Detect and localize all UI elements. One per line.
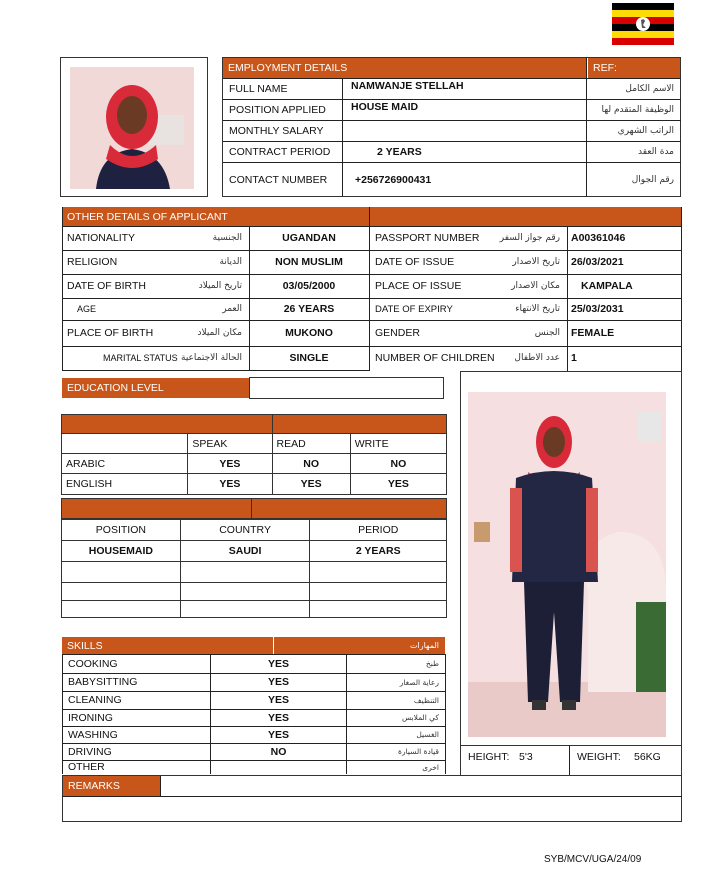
divider xyxy=(445,654,446,774)
divider xyxy=(346,654,347,774)
skill-name: OTHER xyxy=(68,761,105,773)
skill-name-ar: كي الملابس xyxy=(401,713,439,722)
other-label-ar: عدد الاطفال xyxy=(514,353,560,363)
employment-label: POSITION APPLIED xyxy=(229,103,326,116)
other-label-ar: الحالة الاجتماعية xyxy=(181,353,242,363)
skill-name-ar: قيادة السيارة xyxy=(398,747,439,756)
skill-value: YES xyxy=(267,676,289,688)
divider xyxy=(210,654,211,774)
table-row: ENGLISH YES YES YES xyxy=(62,474,447,495)
employment-label-ar: الاسم الكامل xyxy=(625,83,674,94)
other-value: NON MUSLIM xyxy=(275,256,343,268)
skills-header: SKILLS xyxy=(62,637,273,654)
skill-value: NO xyxy=(270,745,287,758)
other-value: MUKONO xyxy=(285,327,333,339)
other-label-ar: الديانة xyxy=(219,257,242,267)
height-value: 5'3 xyxy=(519,751,533,763)
skill-name: DRIVING xyxy=(68,745,112,758)
other-label-ar: مكان الميلاد xyxy=(197,328,242,338)
skill-name: BABYSITTING xyxy=(68,676,138,688)
other-label: NUMBER OF CHILDREN xyxy=(375,352,495,364)
ref-label: REF: xyxy=(588,58,680,78)
skill-value: YES xyxy=(267,711,289,724)
employment-value: 2 YEARS xyxy=(377,145,422,158)
table-row xyxy=(62,562,447,583)
skill-name-ar: الغسيل xyxy=(416,730,439,739)
table-row: ARABIC YES NO NO xyxy=(62,454,447,474)
divider xyxy=(62,370,369,371)
divider xyxy=(342,78,343,197)
portrait-photo xyxy=(70,67,194,189)
divider xyxy=(62,207,63,371)
other-label: DATE OF EXPIRY xyxy=(375,303,453,315)
skill-name: CLEANING xyxy=(68,694,122,706)
other-details-header-right xyxy=(370,207,681,226)
employment-label: CONTRACT PERIOD xyxy=(229,145,331,158)
other-value: 26/03/2021 xyxy=(571,256,624,268)
exp-col-period: PERIOD xyxy=(310,520,447,541)
skills-header-right xyxy=(274,637,445,654)
remarks-header: REMARKS xyxy=(63,776,160,796)
other-details-header: OTHER DETAILS OF APPLICANT xyxy=(62,207,369,226)
weight-label: WEIGHT: xyxy=(577,751,621,763)
employment-label: MONTHLY SALARY xyxy=(229,124,324,137)
employment-label-ar: مدة العقد xyxy=(638,146,674,157)
skill-value: YES xyxy=(267,728,289,741)
other-label: AGE xyxy=(77,304,97,314)
employment-label: FULL NAME xyxy=(229,82,288,95)
employment-value xyxy=(345,120,585,141)
other-value: 25/03/2031 xyxy=(571,303,624,315)
other-value: FEMALE xyxy=(571,327,615,339)
other-label: DATE OF BIRTH xyxy=(67,280,146,292)
other-label: GENDER xyxy=(375,327,420,339)
lang-col-write: WRITE xyxy=(350,434,446,454)
employment-value: NAMWANJE STELLAH xyxy=(351,80,464,92)
divider xyxy=(567,226,568,371)
experience-table xyxy=(61,498,447,519)
skills-header-ar: المهارات xyxy=(409,641,439,650)
weight-value: 56KG xyxy=(634,751,661,763)
other-value: 26 YEARS xyxy=(283,303,335,315)
other-label-ar: تاريخ الانتهاء xyxy=(515,304,560,314)
employment-label: CONTACT NUMBER xyxy=(229,173,328,186)
exp-col-country: COUNTRY xyxy=(180,520,310,541)
other-label-ar: تاريخ الميلاد xyxy=(198,281,242,291)
employment-value: HOUSE MAID xyxy=(351,101,419,113)
other-value: A00361046 xyxy=(571,232,626,244)
other-label-ar: الجنسية xyxy=(212,233,242,243)
skill-value: YES xyxy=(267,694,289,706)
employment-label-ar: الوظيفة المتقدم لها xyxy=(601,104,674,115)
other-label: NATIONALITY xyxy=(67,232,136,244)
other-label: PASSPORT NUMBER xyxy=(375,232,480,244)
skill-name-ar: اخرى xyxy=(422,762,439,772)
lang-col-speak: SPEAK xyxy=(188,434,272,454)
other-label: MARITAL STATUS xyxy=(103,353,178,363)
divider xyxy=(62,654,63,774)
footer-code: SYB/MCV/UGA/24/09 xyxy=(544,853,642,865)
employment-label-ar: الراتب الشهري xyxy=(617,125,674,136)
skill-value xyxy=(211,760,346,774)
languages-table xyxy=(61,414,447,495)
skill-name-ar: طبخ xyxy=(425,659,439,668)
table-row: HOUSEMAID SAUDI 2 YEARS xyxy=(62,541,447,562)
height-label: HEIGHT: xyxy=(468,751,510,763)
other-label: RELIGION xyxy=(67,256,118,268)
skill-name: IRONING xyxy=(68,711,113,724)
divider xyxy=(681,207,682,371)
other-label: DATE OF ISSUE xyxy=(375,256,455,268)
other-label-ar: مكان الاصدار xyxy=(511,281,560,291)
table-row xyxy=(62,583,447,601)
education-header: EDUCATION LEVEL xyxy=(62,378,249,398)
full-body-photo xyxy=(468,392,666,737)
other-value: SINGLE xyxy=(289,352,329,364)
other-value: UGANDAN xyxy=(282,232,336,244)
experience-table-body xyxy=(61,519,447,618)
skill-name: WASHING xyxy=(68,728,118,741)
other-value: KAMPALA xyxy=(581,280,633,292)
divider xyxy=(369,207,370,371)
education-value-box xyxy=(249,377,444,399)
divider xyxy=(249,226,250,371)
skill-name-ar: رعاية الصغار xyxy=(399,677,439,687)
other-label-ar: الجنس xyxy=(534,328,560,338)
other-label-ar: العمر xyxy=(222,304,242,314)
exp-col-position: POSITION xyxy=(62,520,181,541)
skill-name: COOKING xyxy=(68,657,118,670)
employment-header: EMPLOYMENT DETAILS xyxy=(223,58,587,78)
other-label: PLACE OF BIRTH xyxy=(67,327,154,339)
skill-value: YES xyxy=(267,657,289,670)
other-label-ar: تاريخ الاصدار xyxy=(512,257,560,267)
other-value: 1 xyxy=(571,352,577,364)
employment-label-ar: رقم الجوال xyxy=(631,174,674,185)
table-row xyxy=(62,601,447,618)
other-label: PLACE OF ISSUE xyxy=(375,280,462,292)
uganda-flag-icon xyxy=(612,3,674,45)
lang-col-read: READ xyxy=(272,434,350,454)
employment-value: +256726900431 xyxy=(355,173,432,186)
other-label-ar: رقم جواز السفر xyxy=(499,233,560,243)
skill-name-ar: التنظيف xyxy=(413,695,439,705)
other-value: 03/05/2000 xyxy=(282,280,336,292)
divider xyxy=(586,57,587,197)
